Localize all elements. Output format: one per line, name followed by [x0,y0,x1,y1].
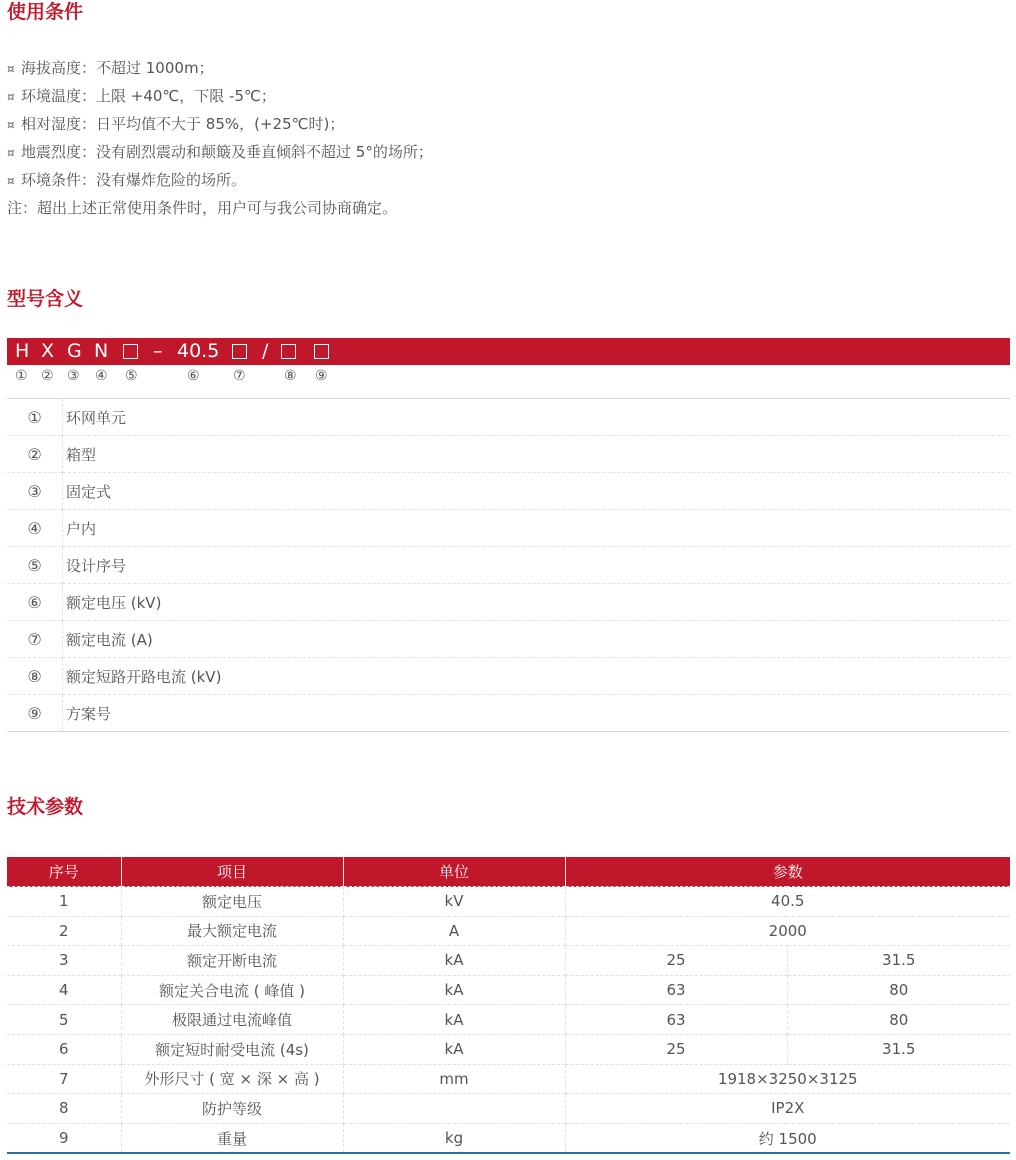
table-row: 2 最大额定电流 A 2000 [7,916,1010,946]
placeholder-box-icon [281,344,296,359]
table-row: 6 额定短时耐受电流 (4s) kA 25 31.5 [7,1034,1010,1064]
tech-params-table [7,857,1010,1154]
table-row: ⑥ 额定电压 (kV) [7,584,1010,621]
table-row: ① 环网单元 [7,399,1010,436]
model-letter-g: G [67,340,82,362]
conditions-title: 使用条件 [7,1,84,23]
model-title: 型号含义 [7,288,84,310]
condition-item: ¤ 环境条件：没有爆炸危险的场所。 [7,167,433,195]
model-letter-x: X [41,340,55,362]
conditions-note: 注：超出上述正常使用条件时，用户可与我公司协商确定。 [7,199,398,217]
table-row: 1 额定电压 kV 40.5 [7,887,1010,917]
conditions-list [7,55,433,222]
condition-item: ¤ 相对湿度：日平均值不大于 85%，(+25℃时)； [7,111,433,139]
placeholder-box-icon [232,344,247,359]
header-no: 序号 [7,857,121,887]
position-number: ⑨ [315,368,328,384]
condition-item: ¤ 海拔高度：不超过 1000m； [7,55,433,83]
model-slash: / [262,340,269,362]
model-code-bar [7,338,1010,365]
condition-item: ¤ 环境温度：上限 +40℃，下限 -5℃； [7,83,433,111]
position-number: ② [41,368,54,384]
table-row: 9 重量 kg 约 1500 [7,1123,1010,1153]
table-header-row [7,857,1010,887]
placeholder-box-icon [123,344,138,359]
header-item: 项目 [121,857,343,887]
condition-item: ¤ 地震烈度：没有剧烈震动和颠簸及垂直倾斜不超过 5°的场所； [7,139,433,167]
table-row: ④ 户内 [7,510,1010,547]
model-letter-n: N [94,340,109,362]
placeholder-box-icon [314,344,329,359]
table-row: 3 额定开断电流 kA 25 31.5 [7,946,1010,976]
table-row: ⑦ 额定电流 (A) [7,621,1010,658]
position-number: ③ [67,368,80,384]
table-row: ⑤ 设计序号 [7,547,1010,584]
header-value: 参数 [565,857,1010,887]
position-number: ④ [95,368,108,384]
table-row: 5 极限通过电流峰值 kA 63 80 [7,1005,1010,1035]
table-row: 4 额定关合电流 ( 峰值 ) kA 63 80 [7,975,1010,1005]
table-row: ② 箱型 [7,436,1010,473]
bullet-icon: ¤ [7,62,15,76]
position-number: ⑥ [187,368,200,384]
table-row: 8 防护等级 IP2X [7,1094,1010,1124]
bullet-icon: ¤ [7,118,15,132]
table-row: ⑧ 额定短路开路电流 (kV) [7,658,1010,695]
model-voltage: 40.5 [177,340,220,362]
model-letter-h: H [15,340,30,362]
model-dash: – [153,340,163,362]
header-unit: 单位 [343,857,565,887]
tech-title: 技术参数 [7,796,84,818]
bullet-icon: ¤ [7,146,15,160]
position-number: ⑦ [233,368,246,384]
position-number: ⑧ [284,368,297,384]
bullet-icon: ¤ [7,90,15,104]
model-meaning-table [7,398,1010,732]
table-row: ⑨ 方案号 [7,695,1010,732]
bullet-icon: ¤ [7,174,15,188]
position-number: ⑤ [125,368,138,384]
position-number: ① [15,368,28,384]
table-row: ③ 固定式 [7,473,1010,510]
table-row: 7 外形尺寸 ( 宽 × 深 × 高 ) mm 1918×3250×3125 [7,1064,1010,1094]
